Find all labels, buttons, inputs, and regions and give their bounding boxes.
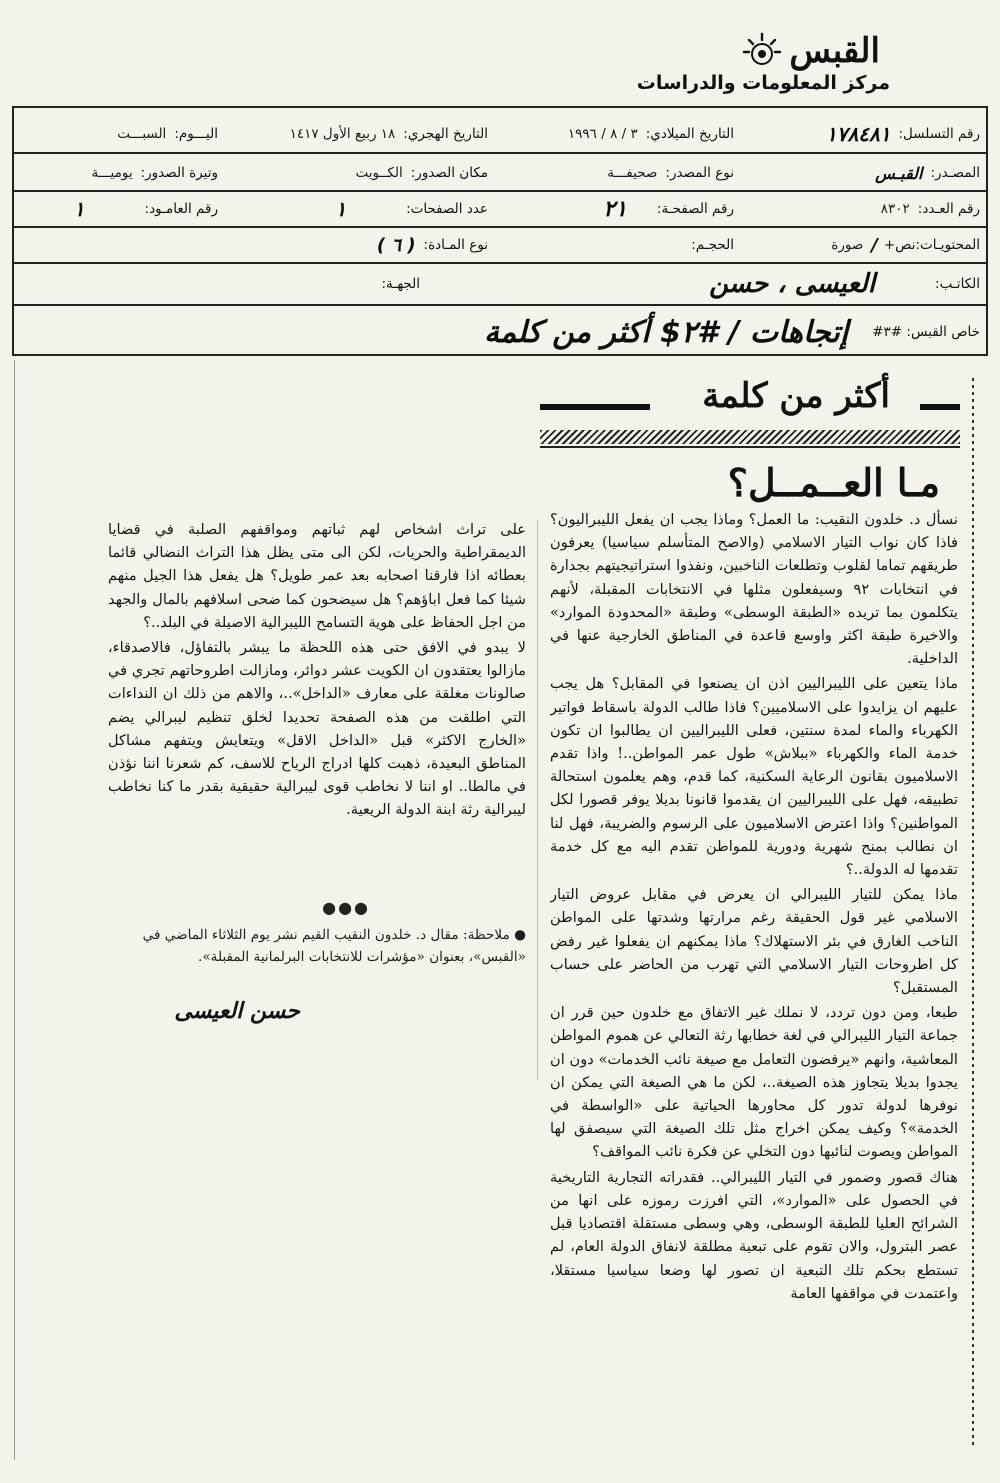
- article-headline: مـا العــمــل؟: [727, 460, 940, 505]
- hijri-cell: [224, 116, 494, 152]
- form-row-writer: [14, 264, 986, 304]
- sun-emblem-icon: [741, 30, 783, 72]
- column-name: أكثر من كلمة: [702, 376, 890, 416]
- separator-dots: ●●●: [322, 898, 370, 917]
- decorative-rule: [540, 446, 960, 448]
- size-label: الحجـم:: [691, 237, 734, 253]
- column-no-cell: [14, 192, 224, 226]
- column-header: [540, 374, 960, 434]
- alqabas-logo: [741, 30, 880, 72]
- gregorian-value: ٣ / ٨ / ١٩٩٦: [567, 126, 638, 142]
- article-left-column: [108, 518, 526, 898]
- issue-cell: [740, 192, 986, 226]
- form-row-source: [14, 156, 986, 190]
- paragraph: طبعا، ومن دون تردد، لا نملك غير الاتفاق مع خلدون حين قرر ان جماعة التيار الليبرالي في لغة خطابها رثة التعالي عن هموم المواطن المعاشية، وانهم «يرفضون التعامل مع صيغة نائب الخدمات» دون ان يجدوا بديلا يتجاوز هذه الصيغة..، لكن ما هي الصيغة التي يمكن ان نوفرها لدولة تدور كل محاورها الحياتية على «الواسطة في الخدمة»؟ وكيف يمكن اخراج مثل تلك الصيغة التي سيصفق لها المواطن ويصوت لنائبها دون التخلي عن فكرة نائب المواقف؟: [550, 1004, 958, 1161]
- pages-label: عدد الصفحات:: [406, 201, 488, 217]
- special-value: إتجاهات / #٢$ أكثر من كلمة: [483, 314, 849, 350]
- hijri-label: التاريخ الهجري:: [403, 126, 488, 142]
- material-type-cell: [14, 228, 494, 262]
- page-value: ٢١: [603, 196, 627, 222]
- serial-cell: [740, 116, 986, 152]
- column-divider: [537, 520, 538, 1080]
- material-type-value: ( ٦ ): [376, 234, 416, 256]
- form-row-issue: [14, 192, 986, 226]
- special-cell: [14, 308, 986, 356]
- source-type-label: نوع المصدر:: [665, 165, 734, 181]
- source-label: المصـدر:: [930, 165, 980, 181]
- place-label: مكان الصدور:: [410, 165, 488, 181]
- special-label: خاص القبس: #٣#: [872, 324, 980, 340]
- form-row-contents: [14, 228, 986, 262]
- hijri-value: ١٨ ربيع الأول ١٤١٧: [289, 126, 396, 142]
- source-type-cell: [494, 156, 740, 190]
- writer-value: العيسى ، حسن: [709, 269, 876, 299]
- frequency-label: وتيرة الصدور:: [140, 165, 218, 181]
- gregorian-cell: [494, 116, 740, 152]
- right-margin-rule: [972, 378, 974, 1448]
- serial-label: رقم التسلسل:: [898, 126, 980, 142]
- article-right-column: [550, 508, 958, 1443]
- paragraph: ماذا يتعين على الليبراليين اذن ان يصنعوا في المقابل؟ هل يجب عليهم ان يزايدوا على الاسلاميين؟ فاذا طالب الدولة باسقاط فواتير الكهرباء والماء لمدة سنتين، فعلى الليبراليين ان يطالبوا ان تكون خدمة الماء والكهرباء «ببلاش» طول عمر المواطن..! واذا تقدم الاسلاميون بقانون الرعاية السكنية، كما قدم، وهم يعلمون استحالة تطبيقه، فهل على الليبراليين ان يقدموا قانونا بديلا يوفر قصورا لكل المواطنين؟ واذا اعترض الاسلاميون على الرسوم والضريبة، فهل لنا ان نطالب بمنح شهرية ودورية للمواطن تقدم اليه مع كل خدمة تقدمها له الدولة..؟: [550, 675, 958, 879]
- image-label: صورة: [831, 237, 864, 253]
- place-value: الكــويت: [355, 165, 403, 181]
- paragraph: على تراث اشخاص لهم ثباتهم ومواقفهم الصلبة في قضايا الديمقراطية والحريات، لكن الى متى يظل هذا التراث النضالي قائما بعطائه اذا فارقنا اصحابه بعد عمر طويل؟ هل يفعل هذا الجيل منهم شيئا كما فعل اباؤهم؟ هل سيضحون كما ضحى اسلافهم بالمال والجهد من اجل الحفاظ على هوية التسامح الليبرالية الاصيلة في البلد..؟: [108, 521, 526, 631]
- source-type-value: صحيفـــة: [607, 165, 658, 181]
- article-note: ● ملاحظة: مقال د. خلدون النقيب القيم نشر يوم الثلاثاء الماضي في «القبس»، بعنوان «مؤشرات للانتخابات البرلمانية المقبلة».: [142, 927, 526, 965]
- frequency-value: يوميـــة: [91, 165, 133, 181]
- form-row-dates: [14, 116, 986, 152]
- contents-label: المحتويـات:نص+: [883, 237, 980, 253]
- contents-check-mark: /: [871, 234, 878, 256]
- pages-value: ١: [335, 197, 347, 221]
- day-label: اليـــوم:: [174, 126, 218, 142]
- paragraph: ماذا يمكن للتيار الليبرالي ان يعرض في مقابل عروض التيار الاسلامي غير قول الحقيقة رغم مرارتها وشدتها على المواطن الناخب الغارق في بئر الاستهلاك؟ ماذا يمكنهم ان يفعلوا غير رفض كل اطروحات التيار الاسلامي التي تهرب من الحاضر على حساب المستقبل؟: [550, 886, 958, 997]
- issue-value: ٨٣٠٢: [880, 201, 910, 217]
- party-cell: [14, 264, 426, 304]
- left-margin-rule: [14, 360, 15, 1460]
- pages-cell: [224, 192, 494, 226]
- page-label: رقم الصفحـة:: [656, 201, 734, 217]
- header-subtitle: مركز المعلومات والدراسات: [636, 72, 890, 94]
- archive-form: [12, 106, 988, 356]
- day-cell: [14, 116, 224, 152]
- paragraph: لا يبدو في الافق حتى هذه اللحظة ما يبشر بالتفاؤل، فالاصدقاء، مازالوا يعتقدون ان الكويت عشر دوائر، ومازالت اطروحاتهم تجري في صالونات مغلقة على معارف «الداخل»..، والاهم من ذلك ان النداءات التي اطلقت من هذه الصفحة تحديدا لخلق تنظيم ليبرالي يضم «الخارج الاكثر» قبل «الداخل الاقل» ويتعايش ويتفهم مشاكل المناطق البعيدة، ذهبت كلها ادراج الرياح للاسف، كم شعرنا اننا نؤذن في مالطا.. او اننا لا نخاطب قوى ليبرالية حقيقية بقدر ما كنا نخاطب ليبرالية رثة ابنة الدولة الريعية.: [108, 639, 526, 819]
- writer-label: الكاتـب:: [935, 276, 980, 292]
- contents-cell: [740, 228, 986, 262]
- paragraph: هناك قصور وضمور في التيار الليبرالي.. فقدراته التجارية التاريخية في الحصول على «الموارد»، التي افرزت رموزه على انها من الشرائح العليا للطبقة الوسطى، وهي وسطى مستقلة اقتصاديا قبل عصر البترول، والان تقوم على تبعية مطلقة لانفاق الدولة العام، لم تستطع بحكم تلك التبعية ان تصور لها وضعا سياسيا مستقلا، واعتمدت في مواقفها العامة: [550, 1168, 958, 1302]
- source-cell: [740, 156, 986, 190]
- logo-text: القبس: [789, 31, 880, 71]
- page-cell: [494, 192, 740, 226]
- author-signature: حسن العيسى: [174, 998, 300, 1024]
- writer-cell: [426, 264, 986, 304]
- column-no-value: ١: [73, 197, 85, 221]
- hatched-band: [540, 430, 960, 444]
- serial-value: ١٧٨٤٨١: [826, 122, 891, 146]
- frequency-cell: [14, 156, 224, 190]
- paragraph: نسأل د. خلدون النقيب: ما العمل؟ وماذا يجب ان يفعل الليبراليون؟ فاذا كان نواب التيار الاسلامي (والاصح المتأسلم سياسيا) يعرفون طريقهم تماما لقلوب وتطلعات الناخبين، ونفذوا استراتيجيتهم بجدارة في انتخابات ٩٢ وسيفعلون مثلها في الانتخابات المقبلة، لأنهم يتكلمون بما تريده «الطبقة الوسطى» وطبقة «المحدودة الموارد» والاخيرة طبقة اكثر واوسع قاعدة في المناطق الخارجية عنها في الداخلية.: [550, 511, 958, 668]
- size-cell: [494, 228, 740, 262]
- gregorian-label: التاريخ الميلادي:: [645, 126, 734, 142]
- column-no-label: رقم العامـود:: [144, 201, 218, 217]
- form-row-special: [14, 308, 986, 356]
- issue-label: رقم العـدد:: [917, 201, 980, 217]
- material-type-label: نوع المـادة:: [423, 237, 488, 253]
- day-value: السبـــت: [117, 126, 167, 142]
- source-value: القبـس: [875, 163, 923, 183]
- party-label: الجهـة:: [381, 276, 420, 292]
- place-cell: [224, 156, 494, 190]
